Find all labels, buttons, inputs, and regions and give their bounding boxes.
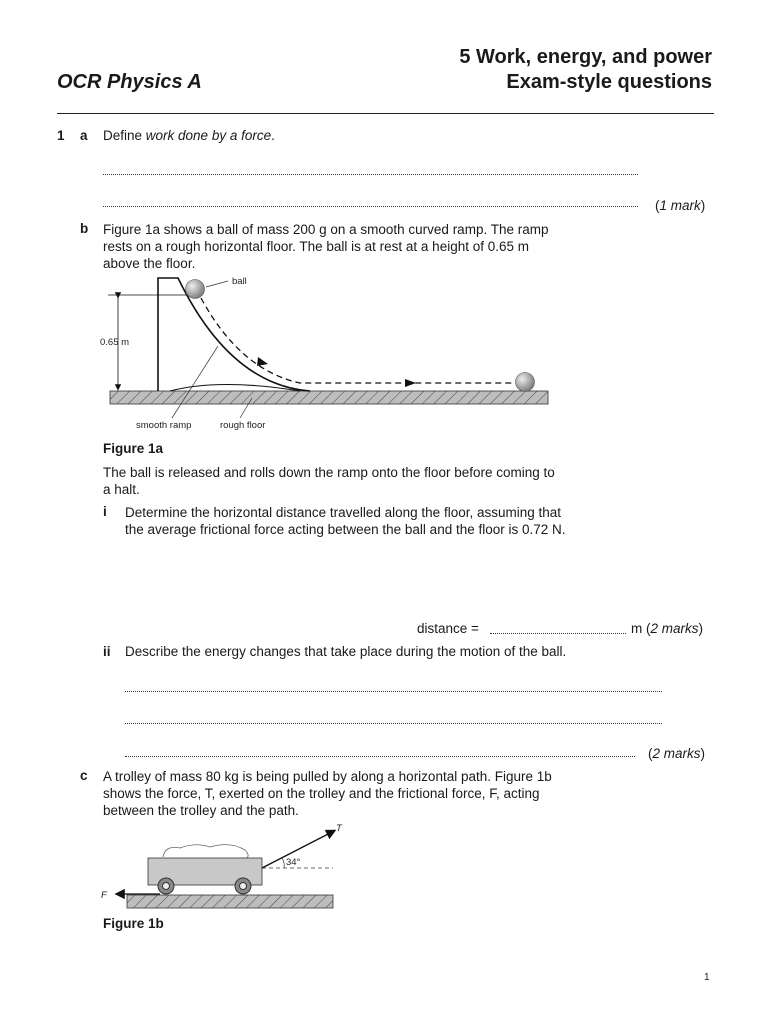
page-number: 1 <box>704 972 710 983</box>
part-c-letter: c <box>80 768 88 783</box>
subtitle: Exam-style questions <box>506 71 712 93</box>
ball-path <box>201 298 515 383</box>
text: 1 mark <box>659 198 701 213</box>
path-ground <box>127 895 333 908</box>
angle-label: 34° <box>286 857 301 868</box>
text-line: a halt. <box>103 482 140 497</box>
text-line: shows the force, T, exerted on the trolley and the frictional force, F, acting <box>103 786 540 801</box>
rough-floor <box>110 391 548 404</box>
text: ( <box>648 746 653 761</box>
text: ( <box>655 198 660 213</box>
part-ii-text: Describe the energy changes that take place during the motion of the ball. <box>125 644 567 659</box>
book-title: OCR Physics A <box>57 71 202 93</box>
part-a-letter: a <box>80 128 88 143</box>
path-arrow <box>405 379 416 387</box>
figure-1b <box>101 823 343 908</box>
floor-label: rough floor <box>220 420 266 431</box>
ball-end <box>516 373 535 392</box>
angle-arc <box>282 858 284 868</box>
ball-label: ball <box>232 276 247 287</box>
text: 2 marks <box>650 621 699 636</box>
marks-label <box>648 746 705 761</box>
figure-1a-caption: Figure 1a <box>103 441 164 456</box>
part-i-text <box>125 504 566 538</box>
ramp-label: smooth ramp <box>136 420 192 431</box>
figure-1b-caption: Figure 1b <box>103 916 164 931</box>
tension-label: T <box>336 823 342 834</box>
height-label: 0.65 m <box>100 337 130 348</box>
text-line: A trolley of mass 80 kg is being pulled by along a horizontal path. Figure 1b <box>103 769 552 784</box>
distance-answer-field[interactable] <box>490 633 626 634</box>
release-text <box>103 464 555 498</box>
text-line: the average frictional force acting between the ball and the floor is 0.72 N. <box>125 522 566 537</box>
part-b-letter: b <box>80 221 89 236</box>
text-line: above the floor. <box>103 256 196 271</box>
wheel-hub <box>240 883 247 890</box>
text-line: The ball is released and rolls down the ramp onto the floor before coming to <box>103 465 555 480</box>
distance-label: distance = <box>417 621 479 636</box>
text: . <box>271 128 275 143</box>
ball-leader <box>206 281 228 287</box>
text-line: Determine the horizontal distance travelled along the floor, assuming that <box>125 505 562 520</box>
ramp-leader <box>172 346 218 418</box>
text-line: rests on a rough horizontal floor. The ball is at rest at a height of 0.65 m <box>103 239 529 254</box>
part-i-number: i <box>103 504 107 519</box>
chapter-title: 5 Work, energy, and power <box>459 46 712 68</box>
text: m ( <box>631 621 651 636</box>
part-c-text <box>103 768 552 819</box>
text: 2 marks <box>652 746 701 761</box>
wheel-hub <box>163 883 170 890</box>
text: ) <box>700 198 706 213</box>
text: ) <box>698 621 704 636</box>
answer-line[interactable] <box>125 756 635 757</box>
text-line: between the trolley and the path. <box>103 803 299 818</box>
question-number: 1 <box>57 128 65 143</box>
answer-line[interactable] <box>125 691 662 692</box>
ball-start <box>186 280 205 299</box>
text: Define <box>103 128 146 143</box>
answer-line[interactable] <box>125 723 662 724</box>
load-cloud <box>163 845 248 858</box>
distance-unit-marks <box>631 621 703 636</box>
path-arrow <box>257 357 268 366</box>
text: ) <box>700 746 706 761</box>
text-line: Figure 1a shows a ball of mass 200 g on a smooth curved ramp. The ramp <box>103 222 549 237</box>
part-ii-number: ii <box>103 644 111 659</box>
text-italic: work done by a force <box>145 128 272 143</box>
friction-label: F <box>101 890 107 901</box>
